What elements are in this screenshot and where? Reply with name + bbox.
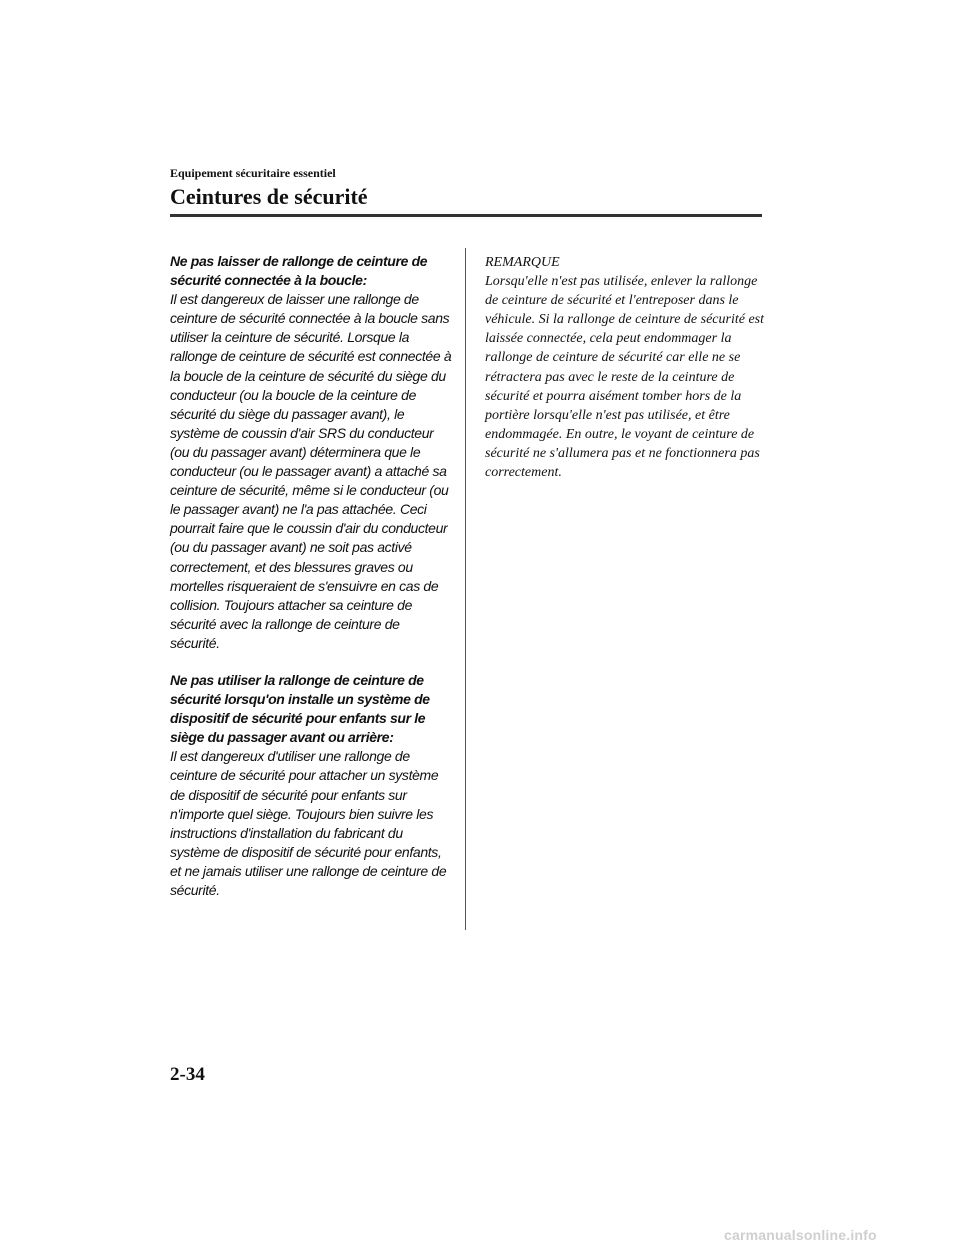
warning-heading-extension-buckle: Ne pas laisser de rallonge de ceinture de sécurité connectée à la boucle: bbox=[170, 253, 428, 289]
note-body: Lorsqu'elle n'est pas utilisée, enlever la rallonge de ceinture de sécurité et l'entreposer dans le véhicule. Si la rallonge de ceinture de sécurité est laissée connectée, cela peut endommager la rallonge de ceinture de sécurité car elle ne se rétractera pas avec le reste de la ceinture de sécurité et pourra aisément tomber hors de la portière lorsqu'elle n'est pas utilisée, et être endommagée. En outre, le voyant de ceinture de sécurité ne s'allumera pas et ne fonctionnera pas correctement. bbox=[485, 274, 765, 481]
warning-heading-child-seat: Ne pas utiliser la rallonge de ceinture de sécurité lorsqu'on installe un système de dispositif de sécurité pour enfants sur le siège du passager avant ou arrière: bbox=[170, 671, 430, 746]
right-column bbox=[485, 253, 767, 482]
page-number: 2-34 bbox=[170, 1064, 205, 1085]
warning-body-extension-buckle: Il est dangereux de laisser une rallonge de ceinture de sécurité connectée à la boucle sans utiliser la ceinture de sécurité. Lorsque la rallonge de ceinture de sécurité est connectée à la boucle de la ceinture de sécurité du siège du conducteur (ou la boucle de la ceinture de sécurité du siège du passager avant), le système de coussin d'air SRS du conducteur (ou du passager avant) déterminera que le conducteur (ou le passager avant) a attaché sa ceinture de sécurité, même si le conducteur (ou le passager avant) ne l'a pas attachée. Ceci pourrait faire que le coussin d'air du conducteur (ou du passager avant) ne soit pas activé correctement, et des blessures graves ou mortelles risqueraient de s'ensuivre en cas de collision. Toujours attacher sa ceinture de sécurité avec la rallonge de ceinture de sécurité. bbox=[170, 291, 452, 651]
title-rule bbox=[170, 214, 762, 217]
watermark: carmanualsonline.info bbox=[724, 1227, 877, 1243]
left-column bbox=[170, 252, 452, 900]
section-label: Equipement sécuritaire essentiel bbox=[170, 166, 336, 180]
paragraph-gap bbox=[170, 653, 452, 671]
column-divider bbox=[465, 248, 466, 930]
warning-body-child-seat: Il est dangereux d'utiliser une rallonge de ceinture de sécurité pour attacher un système de dispositif de sécurité pour enfants sur n'importe quel siège. Toujours bien suivre les instructions d'installation du fabricant du système de dispositif de sécurité pour enfants, et ne jamais utiliser une rallonge de ceinture de sécurité. bbox=[170, 748, 447, 898]
note-heading: REMARQUE bbox=[485, 255, 560, 270]
page-title: Ceintures de sécurité bbox=[170, 184, 368, 209]
